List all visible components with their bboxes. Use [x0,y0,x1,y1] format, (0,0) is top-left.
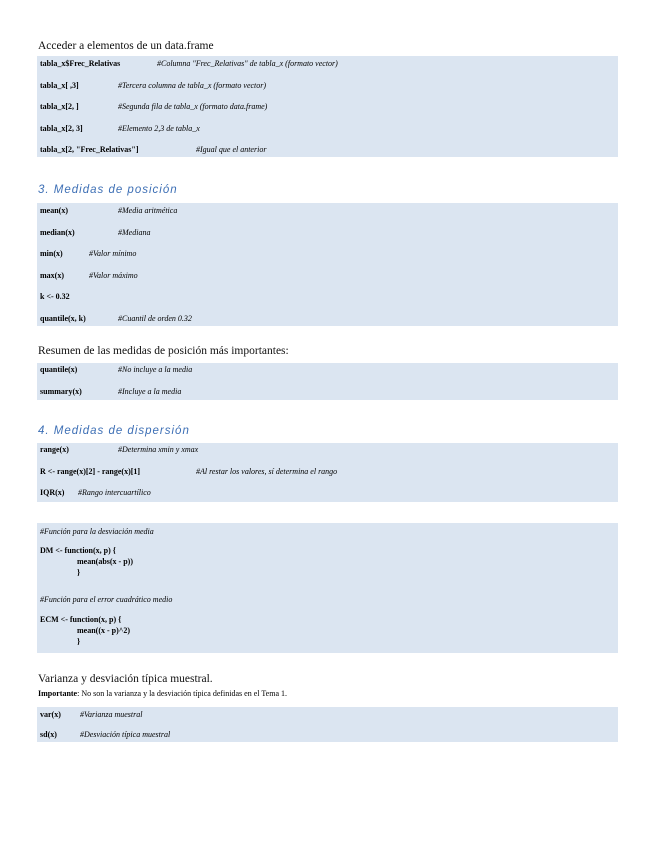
code-line: mean((x - p)^2) [77,626,131,635]
code-line: } [77,637,81,646]
code-comment: #Cuantil de orden 0.32 [118,314,192,323]
code-comment: #Varianza muestral [80,710,143,719]
code-text: max(x) [40,271,64,280]
code-comment: #No incluye a la media [118,365,193,374]
code-text: summary(x) [40,387,82,396]
position-heading: 3. Medidas de posición [38,184,178,196]
variance-note-text: : No son la varianza y la desviación típica definidas en el Tema 1. [77,689,287,698]
code-text: ECM <- function(x, p) { [40,615,122,624]
code-comment: #Igual que el anterior [196,145,267,154]
code-comment: #Incluye a la media [118,387,182,396]
variance-heading: Varianza y desviación típica muestral. [38,673,213,685]
code-comment: #Media aritmética [118,206,178,215]
access-heading: Acceder a elementos de un data.frame [38,40,214,52]
code-text: var(x) [40,710,61,719]
code-text: range(x) [40,445,69,454]
code-comment: #Valor máximo [89,271,138,280]
code-text: quantile(x, k) [40,314,86,323]
code-text: tabla_x[2, "Frec_Relativas"] [40,145,139,154]
code-comment: #Determina xmin y xmax [118,445,199,454]
code-comment: #Segunda fila de tabla_x (formato data.frame) [118,102,268,111]
code-line: } [77,568,81,577]
code-text: tabla_x[2, 3] [40,124,83,133]
code-text: tabla_x[ ,3] [40,81,79,90]
code-text: mean(x) [40,206,68,215]
code-text: min(x) [40,249,63,258]
code-comment: #Al restar los valores, sí determina el rango [196,467,338,476]
code-comment: #Desviación típica muestral [80,730,171,739]
functions-code-block [37,523,618,653]
dispersion-heading: 4. Medidas de dispersión [38,425,190,437]
dispersion-code-block [37,443,618,502]
code-text: k <- 0.32 [40,292,70,301]
code-text: DM <- function(x, p) { [40,546,116,555]
code-comment: #Tercera columna de tabla_x (formato vector) [118,81,267,90]
code-comment: #Rango intercuartílico [78,488,151,497]
code-comment: #Función para la desviación media [40,527,154,536]
code-comment: #Valor mínimo [89,249,137,258]
code-comment: #Elemento 2,3 de tabla_x [118,124,200,133]
summary-heading: Resumen de las medidas de posición más importantes: [38,345,289,357]
code-comment: #Mediana [118,228,151,237]
code-text: IQR(x) [40,488,65,497]
code-text: median(x) [40,228,75,237]
code-text: tabla_x$Frec_Relativas [40,59,121,68]
position-code-block [37,203,618,326]
access-code-block [37,56,618,157]
variance-note-bold: Importante [38,689,78,698]
code-line: mean(abs(x - p)) [77,557,133,566]
summary-code-block [37,363,618,400]
code-text: quantile(x) [40,365,78,374]
variance-code-block [37,707,618,742]
code-comment: #Columna "Frec_Relativas" de tabla_x (formato vector) [157,59,338,68]
code-text: sd(x) [40,730,57,739]
code-text: R <- range(x)[2] - range(x)[1] [40,467,141,476]
code-comment: #Función para el error cuadrático medio [40,595,173,604]
variance-note [38,689,287,698]
code-text: tabla_x[2, ] [40,102,79,111]
